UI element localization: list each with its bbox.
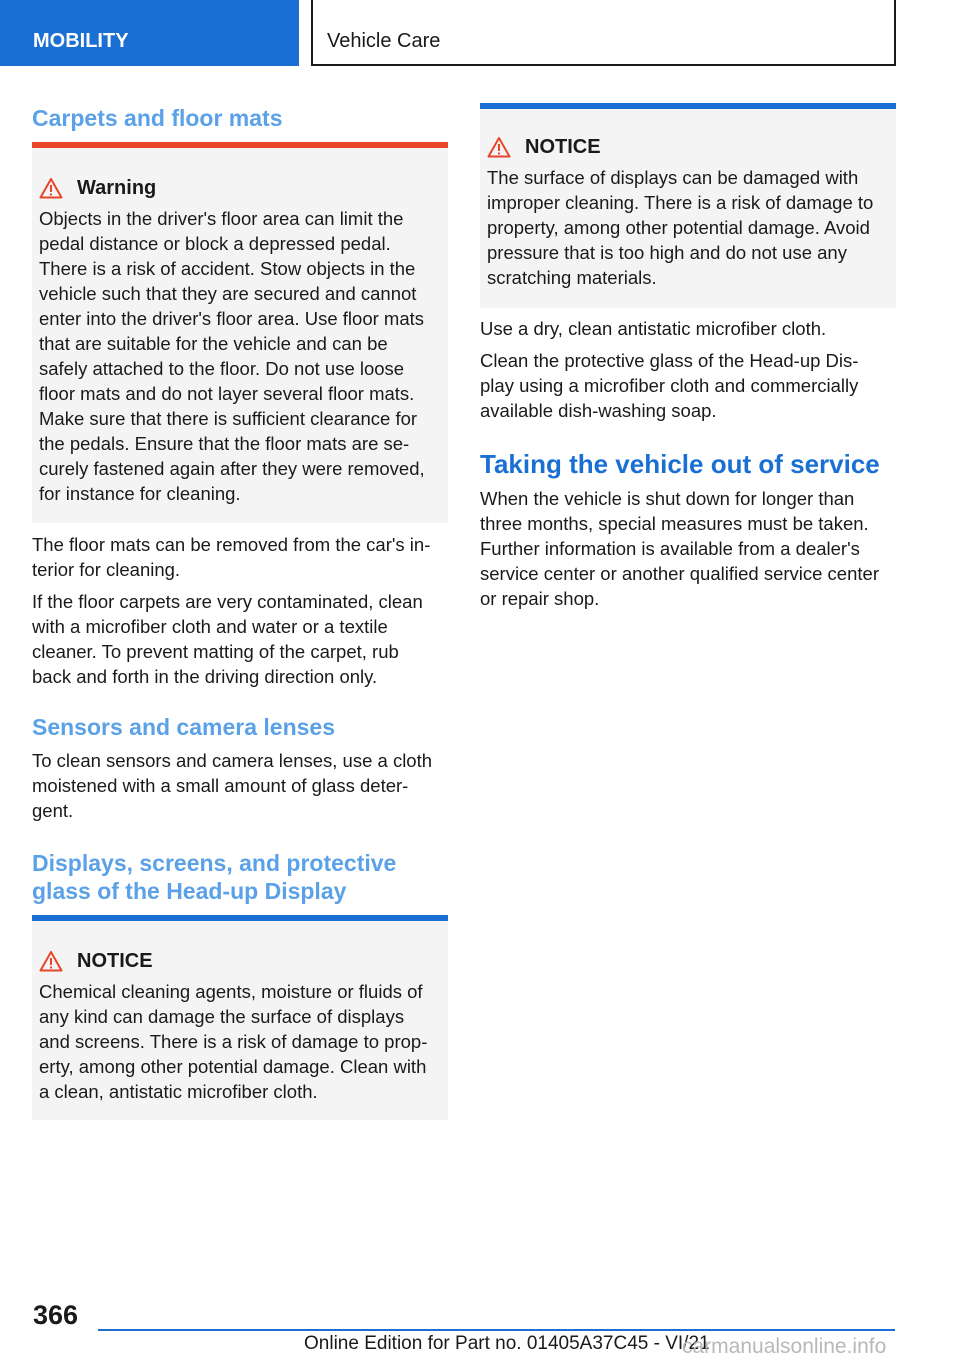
text-line: The floor mats can be removed from the car's in- bbox=[32, 534, 431, 555]
warning-line: enter into the driver's floor area. Use floor mats bbox=[39, 308, 425, 329]
service-paragraph bbox=[480, 486, 879, 611]
cloth-paragraph: Use a dry, clean antistatic microfiber cloth. bbox=[480, 318, 827, 339]
page-header bbox=[0, 0, 960, 66]
notice-box-header bbox=[39, 947, 440, 975]
notice-line: and screens. There is a risk of damage to prop- bbox=[39, 1031, 428, 1052]
notice-line: improper cleaning. There is a risk of damage to bbox=[487, 192, 874, 213]
section-tab: MOBILITY bbox=[0, 0, 299, 66]
heading-line: Displays, screens, and protective bbox=[32, 850, 397, 876]
text-line: service center or another qualified service center bbox=[480, 563, 879, 584]
notice-line: pressure that is too high and do not use any bbox=[487, 242, 847, 263]
mats-paragraph-1 bbox=[32, 532, 430, 582]
text-line: Further information is available from a dealer's bbox=[480, 538, 860, 559]
text-line: available dish-washing soap. bbox=[480, 400, 717, 421]
notice-box-displays bbox=[32, 915, 448, 1120]
text-line: To clean sensors and camera lenses, use a cloth bbox=[32, 750, 433, 771]
text-line: three months, special measures must be taken. bbox=[480, 513, 869, 534]
text-line: or repair shop. bbox=[480, 588, 600, 609]
warning-line: floor mats and do not layer several floor mats. bbox=[39, 383, 415, 404]
footer-rule bbox=[98, 1329, 895, 1331]
text-line: play using a microfiber cloth and commercially bbox=[480, 375, 859, 396]
watermark: carmanualsonline.info bbox=[682, 1335, 887, 1358]
warning-box-header bbox=[39, 174, 440, 202]
text-line: When the vehicle is shut down for longer than bbox=[480, 488, 855, 509]
sensors-paragraph bbox=[32, 748, 432, 823]
notice-line: a clean, antistatic microfiber cloth. bbox=[39, 1081, 318, 1102]
heading-line: glass of the Head-up Display bbox=[32, 878, 347, 904]
warning-line: pedal distance or block a depressed pedal. bbox=[39, 233, 391, 254]
warning-line: curely fastened again after they were removed, bbox=[39, 458, 425, 479]
hud-glass-paragraph bbox=[480, 348, 858, 423]
mats-paragraph-2 bbox=[32, 589, 423, 689]
text-line: moistened with a small amount of glass deter- bbox=[32, 775, 409, 796]
carpets-heading: Carpets and floor mats bbox=[32, 105, 283, 131]
notice-line: scratching materials. bbox=[487, 267, 657, 288]
notice-line: Chemical cleaning agents, moisture or fluids of bbox=[39, 981, 423, 1002]
text-line: with a microfiber cloth and water or a textile bbox=[32, 616, 388, 637]
warning-line: for instance for cleaning. bbox=[39, 483, 241, 504]
notice-line: erty, among other potential damage. Clean with bbox=[39, 1056, 427, 1077]
notice-box-header bbox=[487, 133, 888, 161]
displays-heading bbox=[32, 849, 396, 905]
warning-box bbox=[32, 142, 448, 523]
text-line: terior for cleaning. bbox=[32, 559, 181, 580]
warning-text bbox=[39, 206, 440, 506]
warning-triangle-icon bbox=[487, 136, 511, 158]
notice-text bbox=[487, 165, 888, 290]
warning-triangle-icon bbox=[39, 177, 63, 199]
warning-triangle-icon bbox=[39, 950, 63, 972]
notice-text bbox=[39, 979, 440, 1104]
notice-title: NOTICE bbox=[77, 949, 153, 972]
notice-line: any kind can damage the surface of displays bbox=[39, 1006, 405, 1027]
text-line: back and forth in the driving direction only. bbox=[32, 666, 378, 687]
text-line: gent. bbox=[32, 800, 74, 821]
notice-box-surface bbox=[480, 103, 896, 308]
warning-line: safely attached to the floor. Do not use loose bbox=[39, 358, 405, 379]
warning-line: Make sure that there is sufficient clearance for bbox=[39, 408, 418, 429]
text-line: If the floor carpets are very contaminated, clean bbox=[32, 591, 423, 612]
service-heading: Taking the vehicle out of service bbox=[480, 449, 880, 479]
warning-line: vehicle such that they are secured and cannot bbox=[39, 283, 417, 304]
page-number: 366 bbox=[33, 1300, 79, 1330]
warning-line: the pedals. Ensure that the floor mats are se- bbox=[39, 433, 410, 454]
notice-line: property, among other potential damage. Avoid bbox=[487, 217, 870, 238]
edition-text: Online Edition for Part no. 01405A37C45 - VI/21 bbox=[304, 1333, 710, 1354]
sensors-heading: Sensors and camera lenses bbox=[32, 714, 335, 740]
text-line: Clean the protective glass of the Head-up Dis- bbox=[480, 350, 859, 371]
notice-title: NOTICE bbox=[525, 135, 601, 158]
warning-line: Objects in the driver's floor area can limit the bbox=[39, 208, 404, 229]
chapter-tab: Vehicle Care bbox=[311, 0, 896, 66]
warning-title: Warning bbox=[77, 176, 157, 199]
warning-line: There is a risk of accident. Stow objects in the bbox=[39, 258, 416, 279]
notice-line: The surface of displays can be damaged with bbox=[487, 167, 859, 188]
text-line: cleaner. To prevent matting of the carpet, rub bbox=[32, 641, 399, 662]
warning-line: that are suitable for the vehicle and can be bbox=[39, 333, 388, 354]
